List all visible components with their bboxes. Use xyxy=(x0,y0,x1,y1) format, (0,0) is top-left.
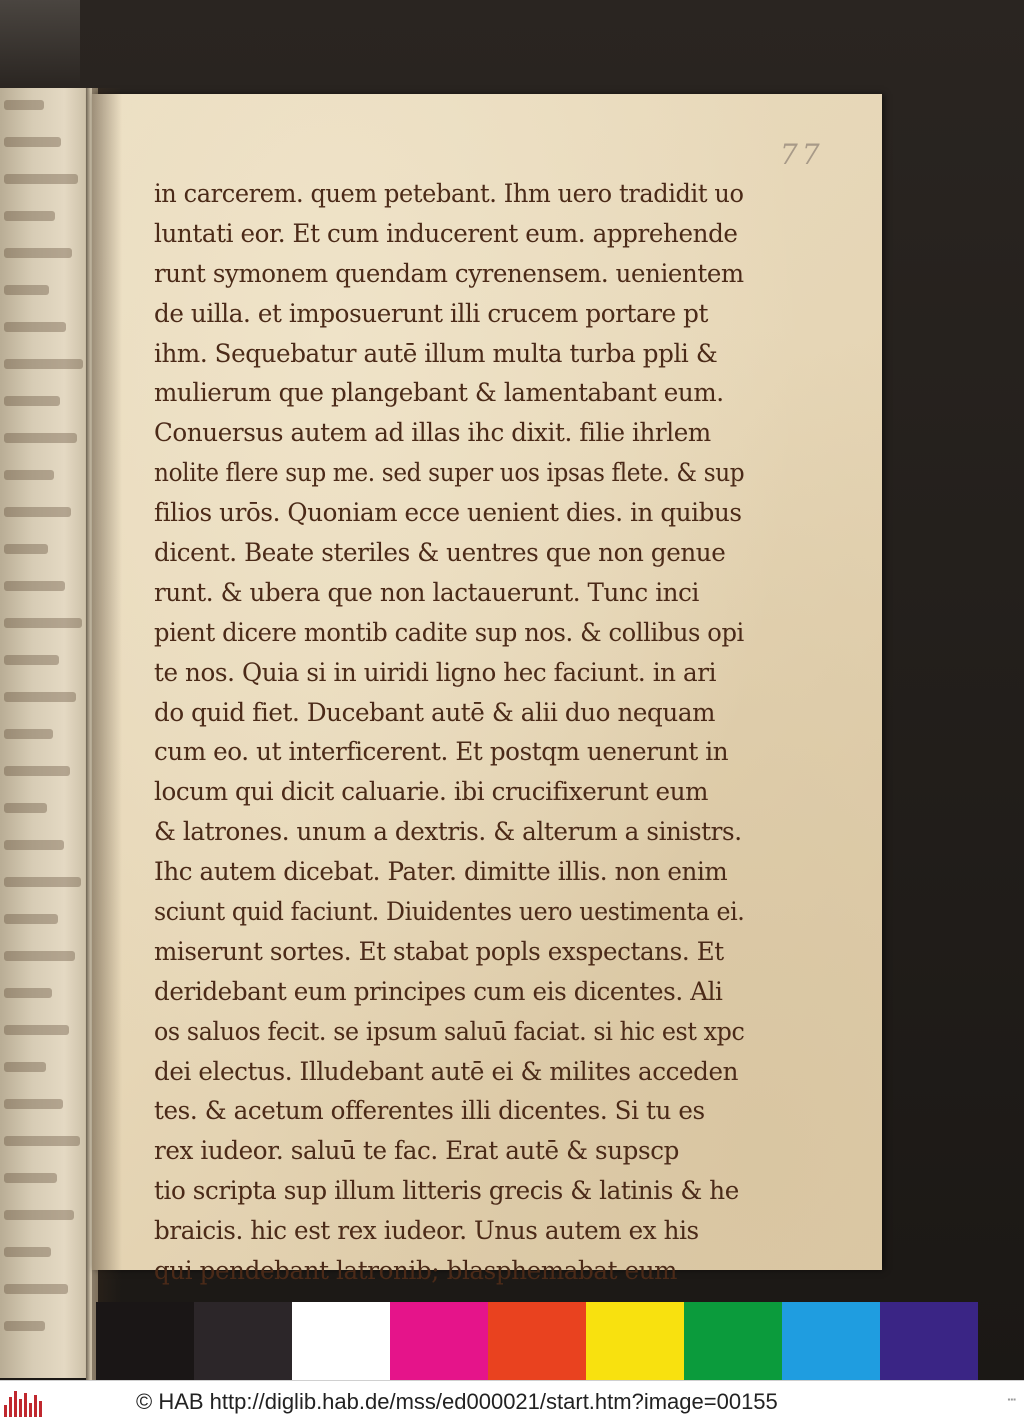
ghost-text-line xyxy=(4,877,81,887)
folio-number: 77 xyxy=(780,138,824,171)
ghost-text-line xyxy=(4,174,78,184)
manuscript-line: sciunt quid faciunt. Diuidentes uero uestimenta ei. xyxy=(154,897,745,927)
ghost-text-line xyxy=(4,1210,74,1220)
calibration-swatch xyxy=(782,1302,880,1380)
ghost-text-line xyxy=(4,544,48,554)
book-cover-corner xyxy=(0,0,80,88)
manuscript-line: miserunt sortes. Et stabat popls exspectans. Et xyxy=(154,936,724,966)
manuscript-line: pient dicere montib cadite sup nos. & collibus opi xyxy=(154,617,744,647)
ghost-text-line xyxy=(4,1062,46,1072)
ghost-text-line xyxy=(4,914,58,924)
text-column xyxy=(154,174,754,1291)
calibration-swatch xyxy=(96,1302,194,1380)
calibration-swatch xyxy=(880,1302,978,1380)
ghost-text-line xyxy=(4,1284,68,1294)
manuscript-line: mulierum que plangebant & lamentabant eum. xyxy=(154,378,724,408)
ghost-text-line xyxy=(4,840,64,850)
ghost-text-line xyxy=(4,1136,80,1146)
manuscript-line: braicis. hic est rex iudeor. Unus autem ex his xyxy=(154,1216,699,1246)
manuscript-line: runt. & ubera que non lactauerunt. Tunc inci xyxy=(154,577,699,607)
ghost-text-line xyxy=(4,988,52,998)
ghost-text-line xyxy=(4,322,66,332)
calibration-swatch xyxy=(684,1302,782,1380)
manuscript-line: in carcerem. quem petebant. Ihm uero tradidit uo xyxy=(154,179,744,208)
manuscript-line: tio scripta sup illum litteris grecis & latinis & he xyxy=(154,1176,739,1206)
manuscript-line: os saluos fecit. se ipsum saluū faciat. si hic est xpc xyxy=(154,1016,745,1046)
calibration-swatch xyxy=(488,1302,586,1380)
ghost-text-line xyxy=(4,951,75,961)
manuscript-line: qui pendebant latronib; blasphemabat eum xyxy=(154,1256,678,1286)
manuscript-line: rex iudeor. saluū te fac. Erat autē & supscp xyxy=(154,1136,679,1166)
manuscript-line: & latrones. unum a dextris. & alterum a sinistrs. xyxy=(154,817,742,847)
ghost-text-line xyxy=(4,1247,51,1257)
manuscript-line: runt symonem quendam cyrenensem. uenientem xyxy=(154,258,744,288)
ghost-text-line xyxy=(4,137,61,147)
ghost-text-line xyxy=(4,1321,45,1331)
facing-page xyxy=(0,88,92,1378)
ghost-text-line xyxy=(4,470,54,480)
manuscript-line: tes. & acetum offerentes illi dicentes. Si tu es xyxy=(154,1096,705,1126)
calibration-swatch xyxy=(390,1302,488,1380)
corner-mark-icon: ▪▪▪ xyxy=(1007,1395,1016,1404)
ghost-text-line xyxy=(4,729,53,739)
ghost-text-line xyxy=(4,655,59,665)
calibration-swatch xyxy=(292,1302,390,1380)
ghost-text-line xyxy=(4,581,65,591)
ghost-text-line xyxy=(4,285,49,295)
manuscript-line: nolite flere sup me. sed super uos ipsas flete. & sup xyxy=(154,458,745,488)
ghost-text-line xyxy=(4,1025,69,1035)
manuscript-line: cum eo. ut interficerent. Et postqm uenerunt in xyxy=(154,737,729,767)
manuscript-line: te nos. Quia si in uiridi ligno hec faciunt. in ari xyxy=(154,657,717,687)
manuscript-line: ihm. Sequebatur autē illum multa turba ppli & xyxy=(154,338,718,368)
manuscript-line: de uilla. et imposuerunt illi crucem portare pt xyxy=(154,298,709,328)
manuscript-page xyxy=(92,94,882,1286)
hab-logo-icon xyxy=(4,1387,44,1417)
ghost-text-line xyxy=(4,211,55,221)
ghost-text-line xyxy=(4,766,70,776)
manuscript-line: do quid fiet. Ducebant autē & alii duo nequam xyxy=(154,697,716,727)
manuscript-line: deridebant eum principes cum eis dicentes. Ali xyxy=(154,976,723,1006)
ghost-text-line xyxy=(4,1173,57,1183)
ghost-text-line xyxy=(4,692,76,702)
ghost-text-line xyxy=(4,803,47,813)
manuscript-line: Ihc autem dicebat. Pater. dimitte illis. non enim xyxy=(154,857,728,887)
calibration-swatch xyxy=(586,1302,684,1380)
ghost-text-line xyxy=(4,100,44,110)
ghost-text-line xyxy=(4,618,82,628)
manuscript-line: dicent. Beate steriles & uentres que non genue xyxy=(154,538,726,568)
calibration-swatch xyxy=(194,1302,292,1380)
manuscript-line: locum qui dicit caluarie. ibi crucifixerunt eum xyxy=(154,777,709,807)
copyright-url[interactable]: © HAB http://diglib.hab.de/mss/ed000021/start.htm?image=00155 xyxy=(136,1389,778,1414)
ghost-text-line xyxy=(4,248,72,258)
ghost-text-line xyxy=(4,507,71,517)
ghost-text-line xyxy=(4,396,60,406)
manuscript-line: Conuersus autem ad illas ihc dixit. filie ihrlem xyxy=(154,418,711,448)
manuscript-line: filios urōs. Quoniam ecce uenient dies. in quibus xyxy=(154,498,742,528)
color-calibration-bar xyxy=(96,1302,978,1380)
ghost-text-line xyxy=(4,1099,63,1109)
footer-bar xyxy=(0,1380,1024,1423)
ghost-text-line xyxy=(4,359,83,369)
manuscript-line: dei electus. Illudebant autē ei & milites acceden xyxy=(154,1056,739,1086)
manuscript-line: luntati eor. Et cum inducerent eum. apprehende xyxy=(154,218,738,248)
ghost-text-line xyxy=(4,433,77,443)
